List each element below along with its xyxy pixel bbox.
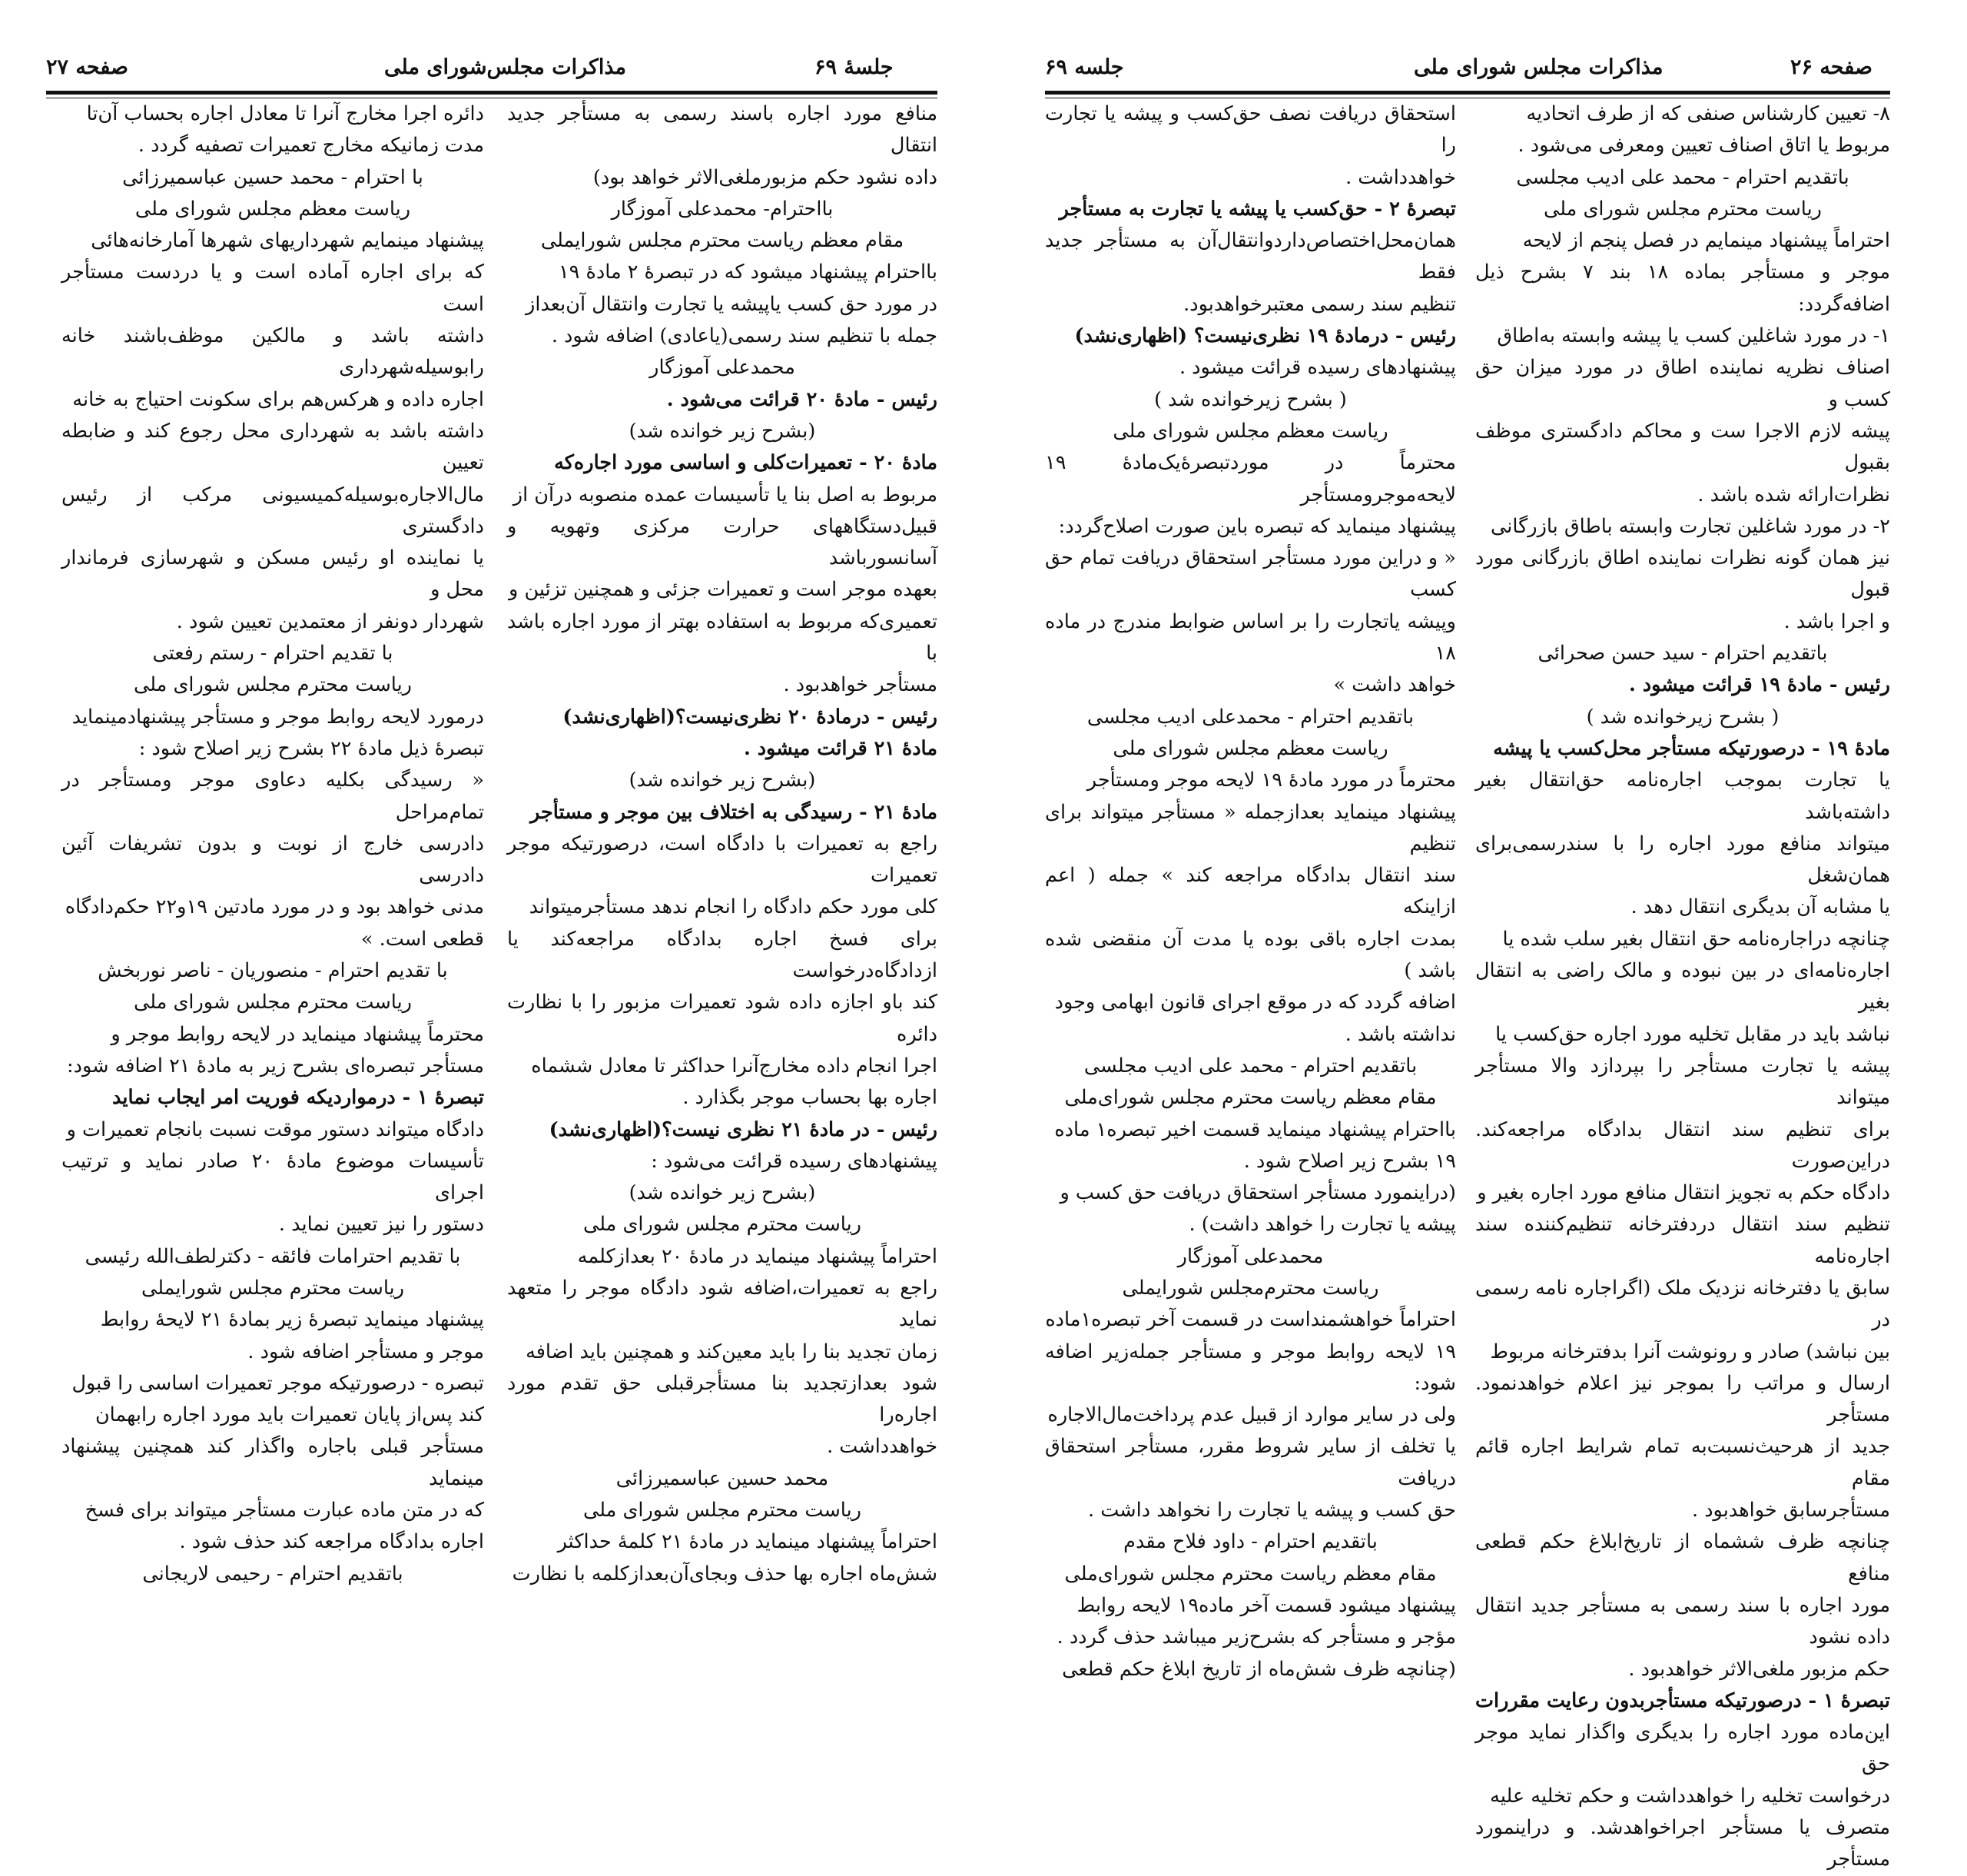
text-column-left: [1045, 98, 1456, 1685]
text-column-left: [61, 98, 484, 1590]
text-line: ریاست محترم مجلس شورای ملی: [582, 1213, 861, 1237]
text-line: رئیس - مادهٔ ۲۰ قرائت می‌شود .: [666, 387, 937, 411]
text-line: جدید از هرحیث‌نسبت‌به تمام شرایط اجاره قائم مقام: [1475, 1435, 1890, 1490]
text-line: با تقدیم احترام - رستم رفعتی: [152, 642, 393, 666]
text-line: رئیس - درمادهٔ ۱۹ نظری‌نیست؟ (اظهاری‌نشد): [1074, 324, 1456, 348]
text-line: اجاره داده و هرکس‌هم برای سکونت احتیاج به خانه: [72, 387, 484, 411]
text-line: که برای اجاره آماده است و یا دردست مستأجر است: [61, 261, 484, 316]
text-line: تبصرهٔ ۲ - حق‌کسب یا پیشه یا تجارت به مستأجر: [1059, 197, 1456, 221]
text-line: پیشنهاد مینماید که تبصره باین صورت اصلاح‌گردد:: [1058, 514, 1456, 538]
text-line: ۱- در مورد شاغلین کسب یا پیشه وابسته به‌اطاق: [1497, 324, 1890, 348]
text-line: دادگاه میتواند دستور موقت نسبت بانجام تعمیرات و: [66, 1117, 484, 1141]
text-line: مربوط به اصل بنا یا تأسیسات عمده منصوبه درآن از: [512, 483, 937, 506]
text-line: کند پس‌از پایان تعمیرات باید مورد اجاره رابهمان: [95, 1403, 484, 1427]
text-line: تنظیم سند انتقال دردفترخانه تنظیم‌کننده سند اجاره‌نامه: [1475, 1213, 1890, 1268]
text-line: اجاره بدادگاه مراجعه کند حذف شود .: [179, 1530, 484, 1554]
text-line: شش‌ماه اجاره بها حذف وبجای‌آن‌بعدازکلمه با نظارت: [512, 1562, 937, 1585]
text-line: احتراماً پیشنهاد مینماید در مادهٔ ۲۰ بعدازکلمه: [577, 1244, 937, 1268]
text-line: نیز همان گونه نظرات نماینده اطاق بازرگانی مورد قبول: [1475, 546, 1890, 602]
text-line: مورد اجاره با سند رسمی به مستأجر جدید انتقال داده نشود: [1475, 1593, 1890, 1649]
text-line: محترماً در موردتبصرهٔ‌یک‌مادهٔ ۱۹ لایحه‌موجرومستأجر: [1045, 451, 1456, 506]
text-line: اضافه گردد که در موقع اجرای قانون ابهامی وجود: [1054, 991, 1456, 1014]
text-line: مادهٔ ۲۰ - تعمیرات‌کلی و اساسی مورد اجاره‌که: [554, 451, 937, 475]
text-line: باتقدیم احترام - داود فلاح مقدم: [1123, 1530, 1378, 1554]
text-line: « رسیدگی بکلیه دعاوی موجر ومستأجر در تمام‌مراحل: [61, 769, 484, 824]
text-line: محمدعلی آموزگار: [1177, 1244, 1324, 1268]
text-line: میتواند منافع مورد اجاره را با سندرسمی‌برای همان‌شغل: [1475, 832, 1890, 888]
text-line: پیشنهادهای رسیده قرائت میشود .: [1179, 356, 1456, 380]
text-column-right: [507, 98, 937, 1590]
page-header: [1045, 55, 1890, 91]
text-line: بااحترام پیشنهاد مینماید قسمت اخیر تبصره۱ ماده: [1054, 1117, 1456, 1141]
text-line: مؤجر و مستأجر که بشرح‌زیر میباشد حذف گردد .: [1056, 1625, 1456, 1649]
text-line: تبصرهٔ ذیل مادهٔ ۲۲ بشرح زیر اصلاح شود :: [138, 736, 484, 760]
text-line: اجرا انجام داده مخارج‌آنرا حداکثر تا معادل ششماه: [531, 1054, 937, 1077]
right-page: [1045, 0, 1891, 1871]
text-line: مربوط یا اتاق اصناف تعیین ومعرفی می‌شود .: [1518, 134, 1890, 158]
text-line: بعهده موجر است و تعمیرات جزئی و همچنین تزئین و: [509, 578, 937, 602]
text-line: اجاره‌نامه‌ای در بین نبوده و مالک راضی به انتقال بغیر: [1475, 959, 1890, 1014]
page-header: [46, 55, 937, 91]
text-line: موجر و مستأجر بماده ۱۸ بند ۷ بشرح ذیل اضافه‌گردد:: [1475, 261, 1891, 316]
text-line: تبصرهٔ ۱ - درمواردیکه فوریت امر ایجاب نماید: [111, 1086, 484, 1110]
text-line: بااحترام- محمدعلی آموزگار: [611, 197, 834, 221]
text-line: پیشنهاد میشود قسمت آخر ماده۱۹ لایحه روابط: [1076, 1593, 1456, 1617]
text-line: باتقدیم احترام - محمد علی ادیب مجلسی: [1516, 165, 1849, 189]
text-line: منافع مورد اجاره باسند رسمی به مستأجر جدید انتقال: [507, 102, 937, 158]
text-line: خواهدداشت .: [827, 1435, 937, 1459]
text-line: ریاست محترم مجلس شورای ملی: [582, 1499, 861, 1522]
text-line: « و دراین مورد مستأجر استحقاق دریافت تمام حق کسب: [1045, 546, 1456, 602]
text-line: (چنانچه ظرف شش‌ماه از تاریخ ابلاغ حکم قطعی: [1062, 1657, 1456, 1681]
text-line: مقام معظم ریاست محترم مجلس شورای‌ملی: [1064, 1562, 1437, 1585]
text-line: ( بشرح زیرخوانده شد ): [1154, 387, 1347, 411]
text-line: محترماً پیشنهاد مینماید در لایحه روابط موجر و: [111, 1022, 484, 1046]
text-line: باتقدیم احترام - محمدعلی ادیب مجلسی: [1086, 705, 1415, 729]
text-line: دائره اجرا مخارج آنرا تا معادل اجاره بحساب آن‌تا: [86, 102, 484, 125]
text-line: و اجرا باشد .: [1783, 609, 1890, 633]
text-line: باتقدیم احترام - سید حسن صحرائی: [1537, 642, 1828, 666]
page-number: صفحه ۲۶: [1790, 55, 1872, 79]
text-line: مقام معظم ریاست محترم مجلس شورایملی: [540, 229, 904, 253]
text-line: احتراماً پیشنهاد مینماید در مادهٔ ۲۱ کلمهٔ حداکثر: [557, 1530, 937, 1554]
text-line: محترماً در مورد مادهٔ ۱۹ لایحه موجر ومستأجر: [1086, 769, 1456, 792]
header-rule: [1045, 91, 1890, 95]
text-line: مستأجر خواهدبود .: [783, 673, 937, 697]
text-line: تعمیری‌که مربوط به استفاده بهتر از مورد اجاره باشد با: [507, 609, 937, 666]
text-line: کند باو اجازه داده شود تعمیرات مزبور را با نظارت دائره: [507, 991, 937, 1046]
text-line: رئیس - درمادهٔ ۲۰ نظری‌نیست؟(اظهاری‌نشد): [562, 705, 937, 729]
text-line: ریاست معظم مجلس شورای ملی: [1113, 419, 1388, 443]
text-line: خواهد داشت »: [1333, 673, 1456, 697]
text-line: چنانچه ظرف ششماه از تاریخ‌ابلاغ حکم قطعی منافع: [1475, 1530, 1890, 1585]
header-title: مذاکرات مجلس‌شورای ملی: [384, 55, 627, 79]
text-line: نباشد باید در مقابل تخلیه مورد اجاره حق‌کسب یا: [1495, 1022, 1890, 1046]
text-line: محمدعلی آموزگار: [649, 356, 795, 380]
text-line: سابق یا دفترخانه نزدیک ملک (اگراجاره نامه رسمی در: [1475, 1276, 1890, 1332]
text-line: (دراینمورد مستأجر استحقاق دریافت حق کسب و: [1060, 1181, 1456, 1205]
text-line: چنانچه دراجاره‌نامه حق انتقال بغیر سلب شده یا: [1502, 927, 1890, 951]
text-line: با احترام - محمد حسین عباسمیرزائی: [122, 165, 423, 189]
text-line: با تقدیم احترام - منصوریان - ناصر نوربخش: [98, 959, 448, 983]
text-line: شهردار دونفر از معتمدین تعیین شود .: [176, 609, 484, 633]
header-rule: [46, 91, 937, 95]
session-number: جلسهٔ ۶۹: [814, 55, 894, 79]
text-line: ریاست محترم‌مجلس شورایملی: [1122, 1276, 1379, 1300]
left-page: [46, 0, 937, 1585]
text-line: ریاست معظم مجلس شورای ملی: [134, 197, 411, 221]
text-line: پیشنهاد مینمایم شهرداریهای شهرها آمارخانه‌هائی: [91, 229, 484, 253]
text-line: زمان تجدید بنا را باید معین‌کند و همچنین باید اضافه: [526, 1340, 937, 1363]
text-line: خواهدداشت .: [1345, 165, 1456, 189]
text-line: مال‌الاجاره‌بوسیله‌کمیسیونی مرکب از رئیس دادگستری: [61, 483, 484, 538]
text-column-right: [1475, 98, 1890, 1876]
text-line: یا مشابه آن بدیگری انتقال دهد .: [1630, 895, 1890, 919]
text-line: (بشرح زیر خوانده شد): [629, 1181, 816, 1205]
text-line: باتقدیم احترام - رحیمی لاریجانی: [142, 1562, 403, 1585]
text-line: پیشنهادهای رسیده قرائت می‌شود :: [651, 1149, 937, 1173]
text-line: پیشه یا تجارت مستأجر را بپردازد والا مستأجر میتواند: [1475, 1054, 1890, 1110]
text-line: جمله با تنظیم سند رسمی(یاعادی) اضافه شود .: [551, 324, 937, 348]
text-line: مستأجر تبصره‌ای بشرح زیر به مادهٔ ۲۱ اضافه شود:: [67, 1054, 484, 1077]
text-line: موجر و مستأجر اضافه شود .: [247, 1340, 484, 1363]
text-line: استحقاق دریافت نصف حق‌کسب و پیشه یا تجارت را: [1045, 102, 1456, 158]
text-line: ریاست معظم مجلس شورای ملی: [1113, 736, 1388, 760]
text-line: مقام معظم ریاست محترم مجلس شورای‌ملی: [1064, 1086, 1437, 1110]
text-line: بااحترام پیشنهاد میشود که در تبصرهٔ ۲ مادهٔ ۱۹: [558, 261, 937, 284]
text-line: نظرات‌ارائه شده باشد .: [1697, 483, 1890, 506]
text-line: تبصرهٔ ۱ - درصورتیکه مستأجربدون رعایت مقررات: [1475, 1688, 1890, 1712]
text-line: وپیشه یاتجارت را بر اساس ضوابط مندرج در ماده ۱۸: [1045, 609, 1456, 666]
text-line: مستأجرسابق خواهدبود .: [1691, 1499, 1890, 1522]
text-line: پیشنهاد مینماید تبصرهٔ زیر بمادهٔ ۲۱ لایحهٔ روابط: [100, 1308, 484, 1332]
text-line: پیشه یا تجارت را خواهد داشت) .: [1189, 1213, 1456, 1237]
text-line: اجاره بها بحساب موجر بگذارد .: [682, 1086, 937, 1110]
text-line: مستأجر قبلی باجاره واگذار کند همچنین پیشنهاد مینماید: [61, 1435, 484, 1490]
text-line: ( بشرح زیرخوانده شد ): [1586, 705, 1780, 729]
text-line: ارسال و مراتب را بموجر نیز اعلام خواهدنمود. مستأجر: [1475, 1371, 1890, 1427]
text-line: احتراماً پیشنهاد مینمایم در فصل پنجم از لایحه: [1522, 229, 1890, 253]
text-line: کلی مورد حکم دادگاه را انجام ندهد مستأجرمیتواند: [529, 895, 937, 919]
text-line: پیشه لازم الاجرا ست و محاکم دادگستری موظف بقبول: [1475, 419, 1890, 475]
text-line: مدنی خواهد بود و در مورد مادتین ۱۹و۲۲ حکم‌دادگاه: [65, 895, 484, 919]
text-line: مادهٔ ۲۱ قرائت میشود .: [743, 736, 937, 760]
text-line: که در متن ماده عبارت مستأجر میتواند برای فسخ: [85, 1499, 484, 1522]
text-line: در مورد حق کسب یاپیشه یا تجارت وانتقال آن‌بعداز: [526, 292, 937, 316]
text-line: داده نشود حکم مزبورملغی‌الاثر خواهد بود): [592, 165, 937, 189]
text-line: (بشرح زیر خوانده شد): [629, 419, 816, 443]
text-line: متصرف یا مستأجر اجراخواهدشد. و دراینمورد مستأجر: [1475, 1816, 1890, 1871]
text-line: بین نباشد) صادر و رونوشت آنرا بدفترخانه مربوط: [1490, 1340, 1890, 1363]
text-line: تبصره - درصورتیکه موجر تعمیرات اساسی را قبول: [71, 1371, 484, 1395]
text-line: احتراماً خواهشمنداست در قسمت آخر تبصره۱ماده: [1045, 1308, 1456, 1332]
page-number: صفحه ۲۷: [46, 55, 128, 79]
text-line: داشته باشد و مالکین موظف‌باشند خانه رابوسیله‌شهرداری: [61, 324, 484, 380]
text-line: مادهٔ ۲۱ - رسیدگی به اختلاف بین موجر و مستأجر: [529, 800, 937, 824]
text-line: رئیس - مادهٔ ۱۹ قرائت میشود .: [1628, 673, 1890, 697]
text-line: تنظیم سند رسمی معتبرخواهدبود.: [1183, 292, 1456, 316]
text-line: راجع به تعمیرات،اضافه شود دادگاه موجر را متعهد نماید: [507, 1276, 937, 1332]
text-line: قبیل‌دستگاههای حرارت مرکزی وتهویه و آسانسورباشد: [507, 514, 937, 570]
text-line: ۱۹ لایحه روابط موجر و مستأجر جمله‌زیر اضافه شود:: [1045, 1340, 1456, 1395]
text-line: محمد حسین عباسمیرزائی: [615, 1466, 829, 1490]
text-line: بمدت اجاره باقی بوده یا مدت آن منقضی شده باشد ): [1045, 927, 1456, 983]
text-line: داشته باشد به شهرداری محل رجوع کند و ضابطه تعیین: [61, 419, 484, 475]
text-line: تأسیسات موضوع مادهٔ ۲۰ صادر نماید و ترتیب اجرای: [61, 1149, 485, 1205]
text-line: سند انتقال بدادگاه مراجعه کند » جمله ( اعم ازاینکه: [1045, 864, 1456, 919]
text-line: دستور را نیز تعیین نماید .: [278, 1213, 484, 1237]
text-line: همان‌محل‌اختصاص‌داردوانتقال‌آن به مستأجر جدید فقط: [1045, 229, 1456, 284]
text-line: مادهٔ ۱۹ - درصورتیکه مستأجر محل‌کسب یا پیشه: [1493, 736, 1890, 760]
text-line: دادرسی خارج از نوبت و بدون تشریفات آئین دادرسی: [61, 832, 484, 888]
text-line: حق کسب و پیشه یا تجارت را نخواهد داشت .: [1088, 1499, 1456, 1522]
text-line: رئیس - در مادهٔ ۲۱ نظری نیست؟(اظهاری‌نشد): [549, 1117, 937, 1141]
text-line: برای فسخ اجاره بدادگاه مراجعه‌کند یا ازدادگاه‌درخواست: [507, 927, 937, 983]
text-line: درمورد لایحه روابط موجر و مستأجر پیشنهادمینماید: [71, 705, 484, 729]
header-title: مذاکرات مجلس شورای ملی: [1414, 55, 1663, 79]
text-line: دادگاه حکم به تجویز انتقال منافع مورد اجاره بغیر و: [1477, 1181, 1890, 1205]
text-line: باتقدیم احترام - محمد علی ادیب مجلسی: [1083, 1054, 1418, 1077]
text-line: ولی در سایر موارد از قبیل عدم پرداخت‌مال‌الاجاره: [1047, 1403, 1456, 1427]
text-line: مدت زمانیکه مخارج تعمیرات تصفیه گردد .: [138, 134, 484, 158]
text-line: برای تنظیم سند انتقال بدادگاه مراجعه‌کند. درا‌ین‌صورت: [1475, 1117, 1890, 1173]
text-line: ریاست محترم مجلس شورایملی: [141, 1276, 405, 1300]
text-line: راجع به تعمیرات با دادگاه است، درصورتیکه موجر تعمیرات: [507, 832, 937, 888]
text-line: اصناف نظریه نماینده اطاق در مورد میزان حق کسب و: [1475, 356, 1890, 411]
text-line: ۲- در مورد شاغلین تجارت وابسته باطاق بازرگانی: [1491, 514, 1890, 538]
text-line: با تقدیم احترامات فائقه - دکترلطف‌الله رئیسی: [85, 1244, 461, 1268]
text-line: ریاست محترم مجلس شورای ملی: [133, 673, 412, 697]
session-number: جلسه ۶۹: [1045, 55, 1124, 79]
text-line: نداشته باشد .: [1345, 1022, 1456, 1046]
text-line: یا تجارت بموجب اجاره‌نامه حق‌انتقال بغیر داشته‌باشد: [1475, 769, 1890, 824]
text-line: قطعی است. »: [360, 927, 484, 951]
text-line: یا نماینده او رئیس مسکن و شهرسازی فرماندار محل و: [61, 546, 484, 602]
text-line: ریاست محترم مجلس شورای ملی: [133, 991, 412, 1014]
text-line: شود بعدازتجدید بنا مستأجرقبلی حق تقدم مورد اجاره‌را: [507, 1371, 937, 1427]
text-line: ۱۹ بشرح زیر اصلاح شود .: [1243, 1149, 1456, 1173]
text-line: (بشرح زیر خوانده شد): [629, 769, 816, 792]
text-line: یا تخلف از سایر شروط مقرر، مستأجر استحقاق دریافت: [1045, 1435, 1456, 1490]
text-line: این‌ماده مورد اجاره را بدیگری واگذار نماید موجر حق: [1475, 1721, 1890, 1776]
text-line: حکم مزبور ملغی‌الاثر خواهدبود .: [1628, 1657, 1890, 1681]
text-line: درخواست تخلیه را خواهدداشت و حکم تخلیه علیه: [1490, 1784, 1890, 1808]
text-line: پیشنهاد مینماید بعدازجمله « مستأجر میتواند برای تنظیم: [1045, 800, 1456, 855]
text-line: ریاست محترم مجلس شورای ملی: [1543, 197, 1822, 221]
text-line: ۸- تعیین کارشناس صنفی که از طرف اتحادیه: [1526, 102, 1890, 125]
